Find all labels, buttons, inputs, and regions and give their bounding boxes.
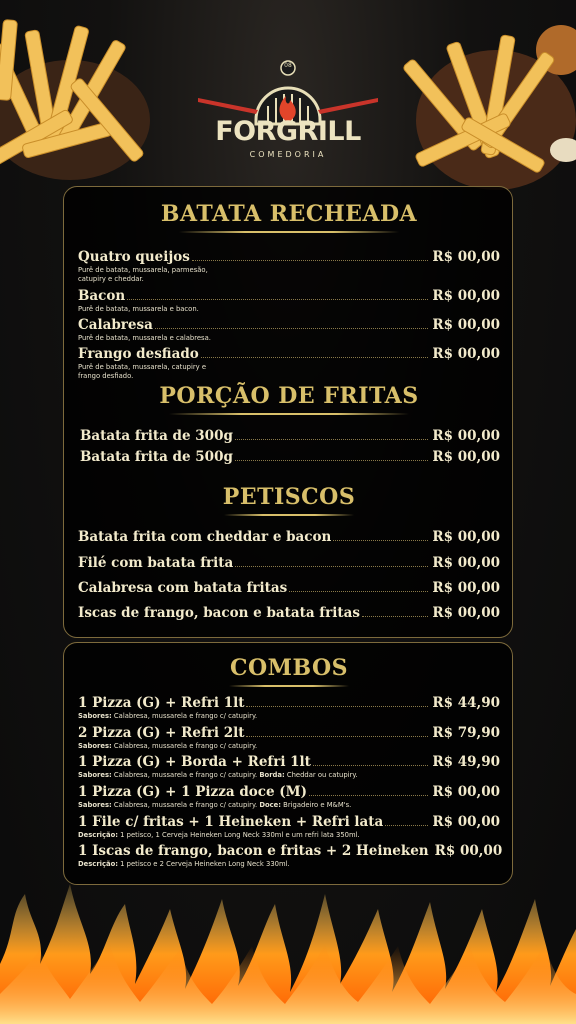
section-title-petiscos: PETISCOS	[222, 484, 356, 510]
combo-item	[78, 725, 500, 751]
item-name: 1 Pizza (G) + 1 Pizza doce (M)	[78, 784, 307, 800]
desc-label: Descrição:	[78, 831, 119, 839]
dot-leader	[289, 591, 428, 592]
desc-label: Sabores:	[78, 742, 112, 750]
item-description: Calabresa, mussarela e frango c/ catupiry.	[111, 712, 258, 720]
combo-item	[78, 843, 503, 869]
item-name: Bacon	[78, 288, 126, 304]
title-underline	[229, 685, 349, 687]
item-description: Calabresa, mussarela e frango c/ catupiry.	[111, 801, 260, 809]
item-name: 1 File c/ fritas + 1 Heineken + Refri lata	[78, 814, 384, 830]
item-price: R$ 00,00	[432, 814, 500, 830]
item-description: Brigadeiro e M&M's.	[281, 801, 352, 809]
item-price: R$ 00,00	[432, 317, 500, 333]
menu-item	[78, 249, 500, 284]
menu-item	[78, 580, 500, 596]
item-name: 2 Pizza (G) + Refri 2lt	[78, 725, 245, 741]
item-price: R$ 44,90	[432, 695, 500, 711]
item-description: Purê de batata, mussarela, parmesão, catupiry e cheddar.	[78, 266, 208, 283]
dot-leader	[201, 357, 429, 358]
desc-label: Sabores:	[78, 712, 112, 720]
item-description: Purê de batata, mussarela e bacon.	[78, 305, 199, 313]
desc-label: Borda:	[259, 771, 285, 779]
item-name: Quatro queijos	[78, 249, 190, 265]
menu-item	[78, 317, 500, 343]
forgrill-logo	[198, 58, 378, 170]
title-underline	[179, 231, 399, 233]
item-description: Calabresa, mussarela e frango c/ catupiry.	[111, 742, 258, 750]
desc-label: Sabores:	[78, 801, 112, 809]
section-title-batata: BATATA RECHEADA	[160, 201, 418, 227]
menu-item	[78, 555, 500, 571]
dot-leader	[246, 706, 428, 707]
desc-label: Sabores:	[78, 771, 112, 779]
item-price: R$ 79,90	[432, 725, 500, 741]
menu-item	[80, 428, 500, 444]
item-name: Filé com batata frita	[78, 555, 234, 571]
item-price: R$ 00,00	[432, 580, 500, 596]
item-price: R$ 00,00	[432, 784, 500, 800]
combo-item	[78, 754, 500, 780]
menu-item	[80, 449, 500, 465]
item-name: Calabresa	[78, 317, 153, 333]
combo-item	[78, 784, 500, 810]
dot-leader	[235, 460, 429, 461]
item-name: Batata frita de 500g	[80, 449, 233, 465]
menu-item	[78, 346, 500, 381]
item-price: R$ 00,00	[432, 288, 500, 304]
item-description: 1 petisco, 1 Cerveja Heineken Long Neck 330ml e um refri lata 350ml.	[118, 831, 360, 839]
item-price: R$ 00,00	[432, 249, 500, 265]
item-description: Purê de batata, mussarela, catupiry e frango desfiado.	[78, 363, 207, 380]
item-price: R$ 49,90	[432, 754, 500, 770]
item-name: Batata frita de 300g	[80, 428, 233, 444]
item-name: Frango desfiado	[78, 346, 199, 362]
item-price: R$ 00,00	[434, 843, 503, 859]
menu-panel-main	[63, 186, 513, 638]
item-description: Purê de batata, mussarela e calabresa.	[78, 334, 211, 342]
item-name: 1 Iscas de frango, bacon e fritas + 2 Heineken	[78, 843, 429, 859]
item-price: R$ 00,00	[432, 449, 500, 465]
dot-leader	[309, 795, 428, 796]
combo-item	[78, 695, 500, 721]
dot-leader	[235, 566, 428, 567]
item-name: 1 Pizza (G) + Borda + Refri 1lt	[78, 754, 311, 770]
dot-leader	[127, 299, 428, 300]
item-price: R$ 00,00	[432, 605, 500, 621]
dot-leader	[192, 260, 429, 261]
dot-leader	[246, 736, 428, 737]
fries-image-left	[0, 0, 170, 190]
dot-leader	[362, 616, 428, 617]
item-description: 1 petisco e 2 Cerveja Heineken Long Neck 330ml.	[118, 860, 290, 868]
desc-label: Descrição:	[78, 860, 119, 868]
item-description: Calabresa, mussarela e frango c/ catupiry.	[111, 771, 260, 779]
title-underline	[224, 514, 354, 516]
menu-panel-combos	[63, 642, 513, 885]
item-price: R$ 00,00	[432, 428, 500, 444]
menu-item	[78, 605, 500, 621]
fries-image-right	[396, 10, 576, 200]
logo-number: 08	[284, 62, 292, 69]
item-name: 1 Pizza (G) + Refri 1lt	[78, 695, 245, 711]
menu-item	[78, 529, 500, 545]
dot-leader	[385, 825, 428, 826]
desc-label: Doce:	[259, 801, 282, 809]
logo-tagline: COMEDORIA	[249, 150, 327, 159]
dot-leader	[155, 328, 429, 329]
combo-item	[78, 814, 500, 840]
item-price: R$ 00,00	[432, 555, 500, 571]
item-name: Calabresa com batata fritas	[78, 580, 288, 596]
menu-item	[78, 288, 500, 314]
item-price: R$ 00,00	[432, 529, 500, 545]
dot-leader	[313, 765, 428, 766]
logo-brand: FORGRILL	[215, 116, 361, 147]
flames-background	[0, 874, 576, 1024]
title-underline	[169, 413, 409, 415]
section-title-fritas: PORÇÃO DE FRITAS	[159, 383, 419, 409]
item-name: Iscas de frango, bacon e batata fritas	[78, 605, 360, 621]
section-title-combos: COMBOS	[229, 655, 349, 681]
item-price: R$ 00,00	[432, 346, 500, 362]
dot-leader	[333, 540, 428, 541]
item-name: Batata frita com cheddar e bacon	[78, 529, 332, 545]
dot-leader	[235, 439, 429, 440]
item-description: Cheddar ou catupiry.	[284, 771, 358, 779]
